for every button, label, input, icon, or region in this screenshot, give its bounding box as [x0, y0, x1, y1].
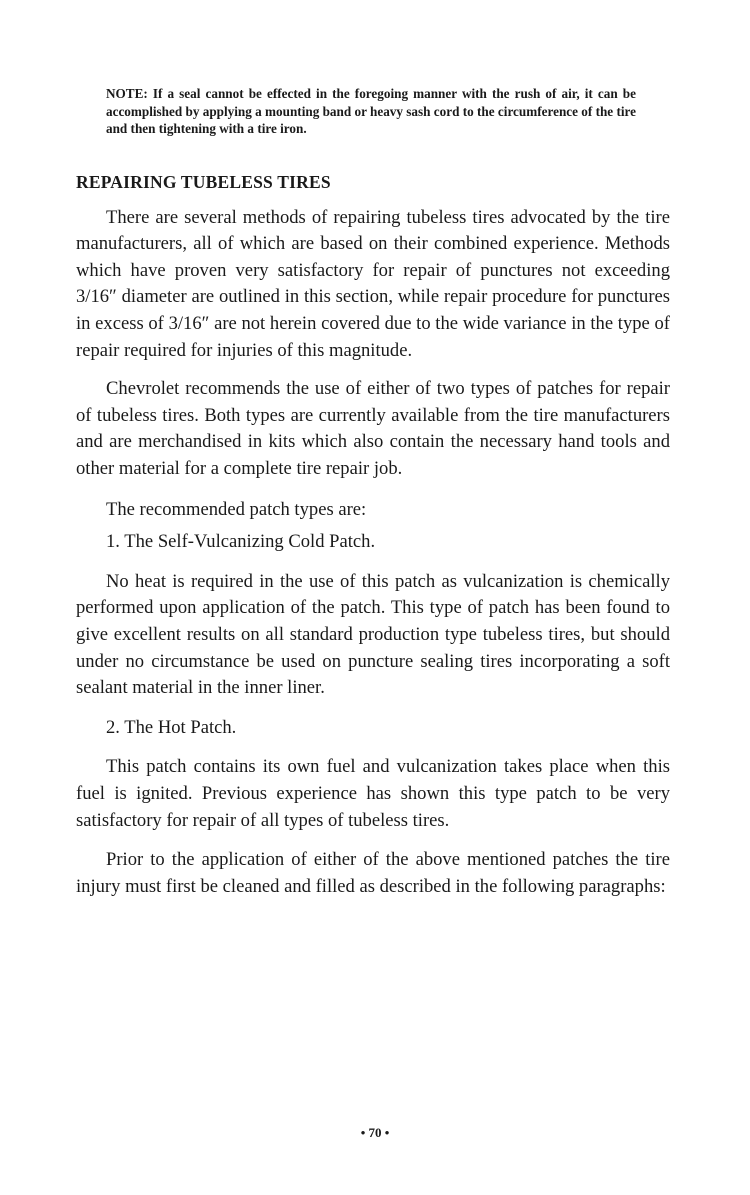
page-number: • 70 •: [360, 1125, 390, 1140]
paragraph-cold-patch: No heat is required in the use of this patch as vulcanization is chemically performed upon application of the patch. This type of patch has been found to give excellent results on all standard production type tubeless tires, but should under no circumstance be used on puncture sealing tires incorporating a soft sealant material in the inner liner.: [76, 570, 670, 699]
paragraph-patch-types-lead: The recommended patch types are:: [106, 498, 367, 520]
paragraph-intro: There are several methods of repairing tubeless tires advocated by the tire manufacturers, all of which are based on their combined experience. Methods which have proven very satisfactory for repair of punctures not exceeding 3/16″ diameter are outlined in this section, while repair procedure for punctures in excess of 3/16″ are not herein covered due to the wide variance in the type of repair required for injuries of this magnitude.: [76, 206, 670, 361]
list-item-cold-patch: 1. The Self-Vulcanizing Cold Patch.: [106, 531, 376, 553]
page-body: [76, 72, 670, 900]
paragraph-prior-application: Prior to the application of either of the above mentioned patches the tire injury must first be cleaned and filled as described in the following paragraphs:: [76, 849, 670, 897]
paragraph-hot-patch: This patch contains its own fuel and vulcanization takes place when this fuel is ignited. Previous experience has shown this type patch to be very satisfactory for repair of all types of tubeless tires.: [76, 756, 670, 831]
paragraph-recommendation: Chevrolet recommends the use of either of two types of patches for repair of tubeless tires. Both types are currently available from the tire manufacturers and are merchandised in kits which also contain the necessary hand tools and other material for a complete tire repair job.: [76, 378, 670, 480]
note-text: NOTE: If a seal cannot be effected in the foregoing manner with the rush of air, it can be accomplished by applying a mounting band or heavy sash cord to the circumference of the tire and then tightening with a tire iron.: [106, 86, 636, 137]
section-heading: REPAIRING TUBELESS TIRES: [76, 171, 331, 192]
list-item-hot-patch: 2. The Hot Patch.: [106, 716, 237, 738]
